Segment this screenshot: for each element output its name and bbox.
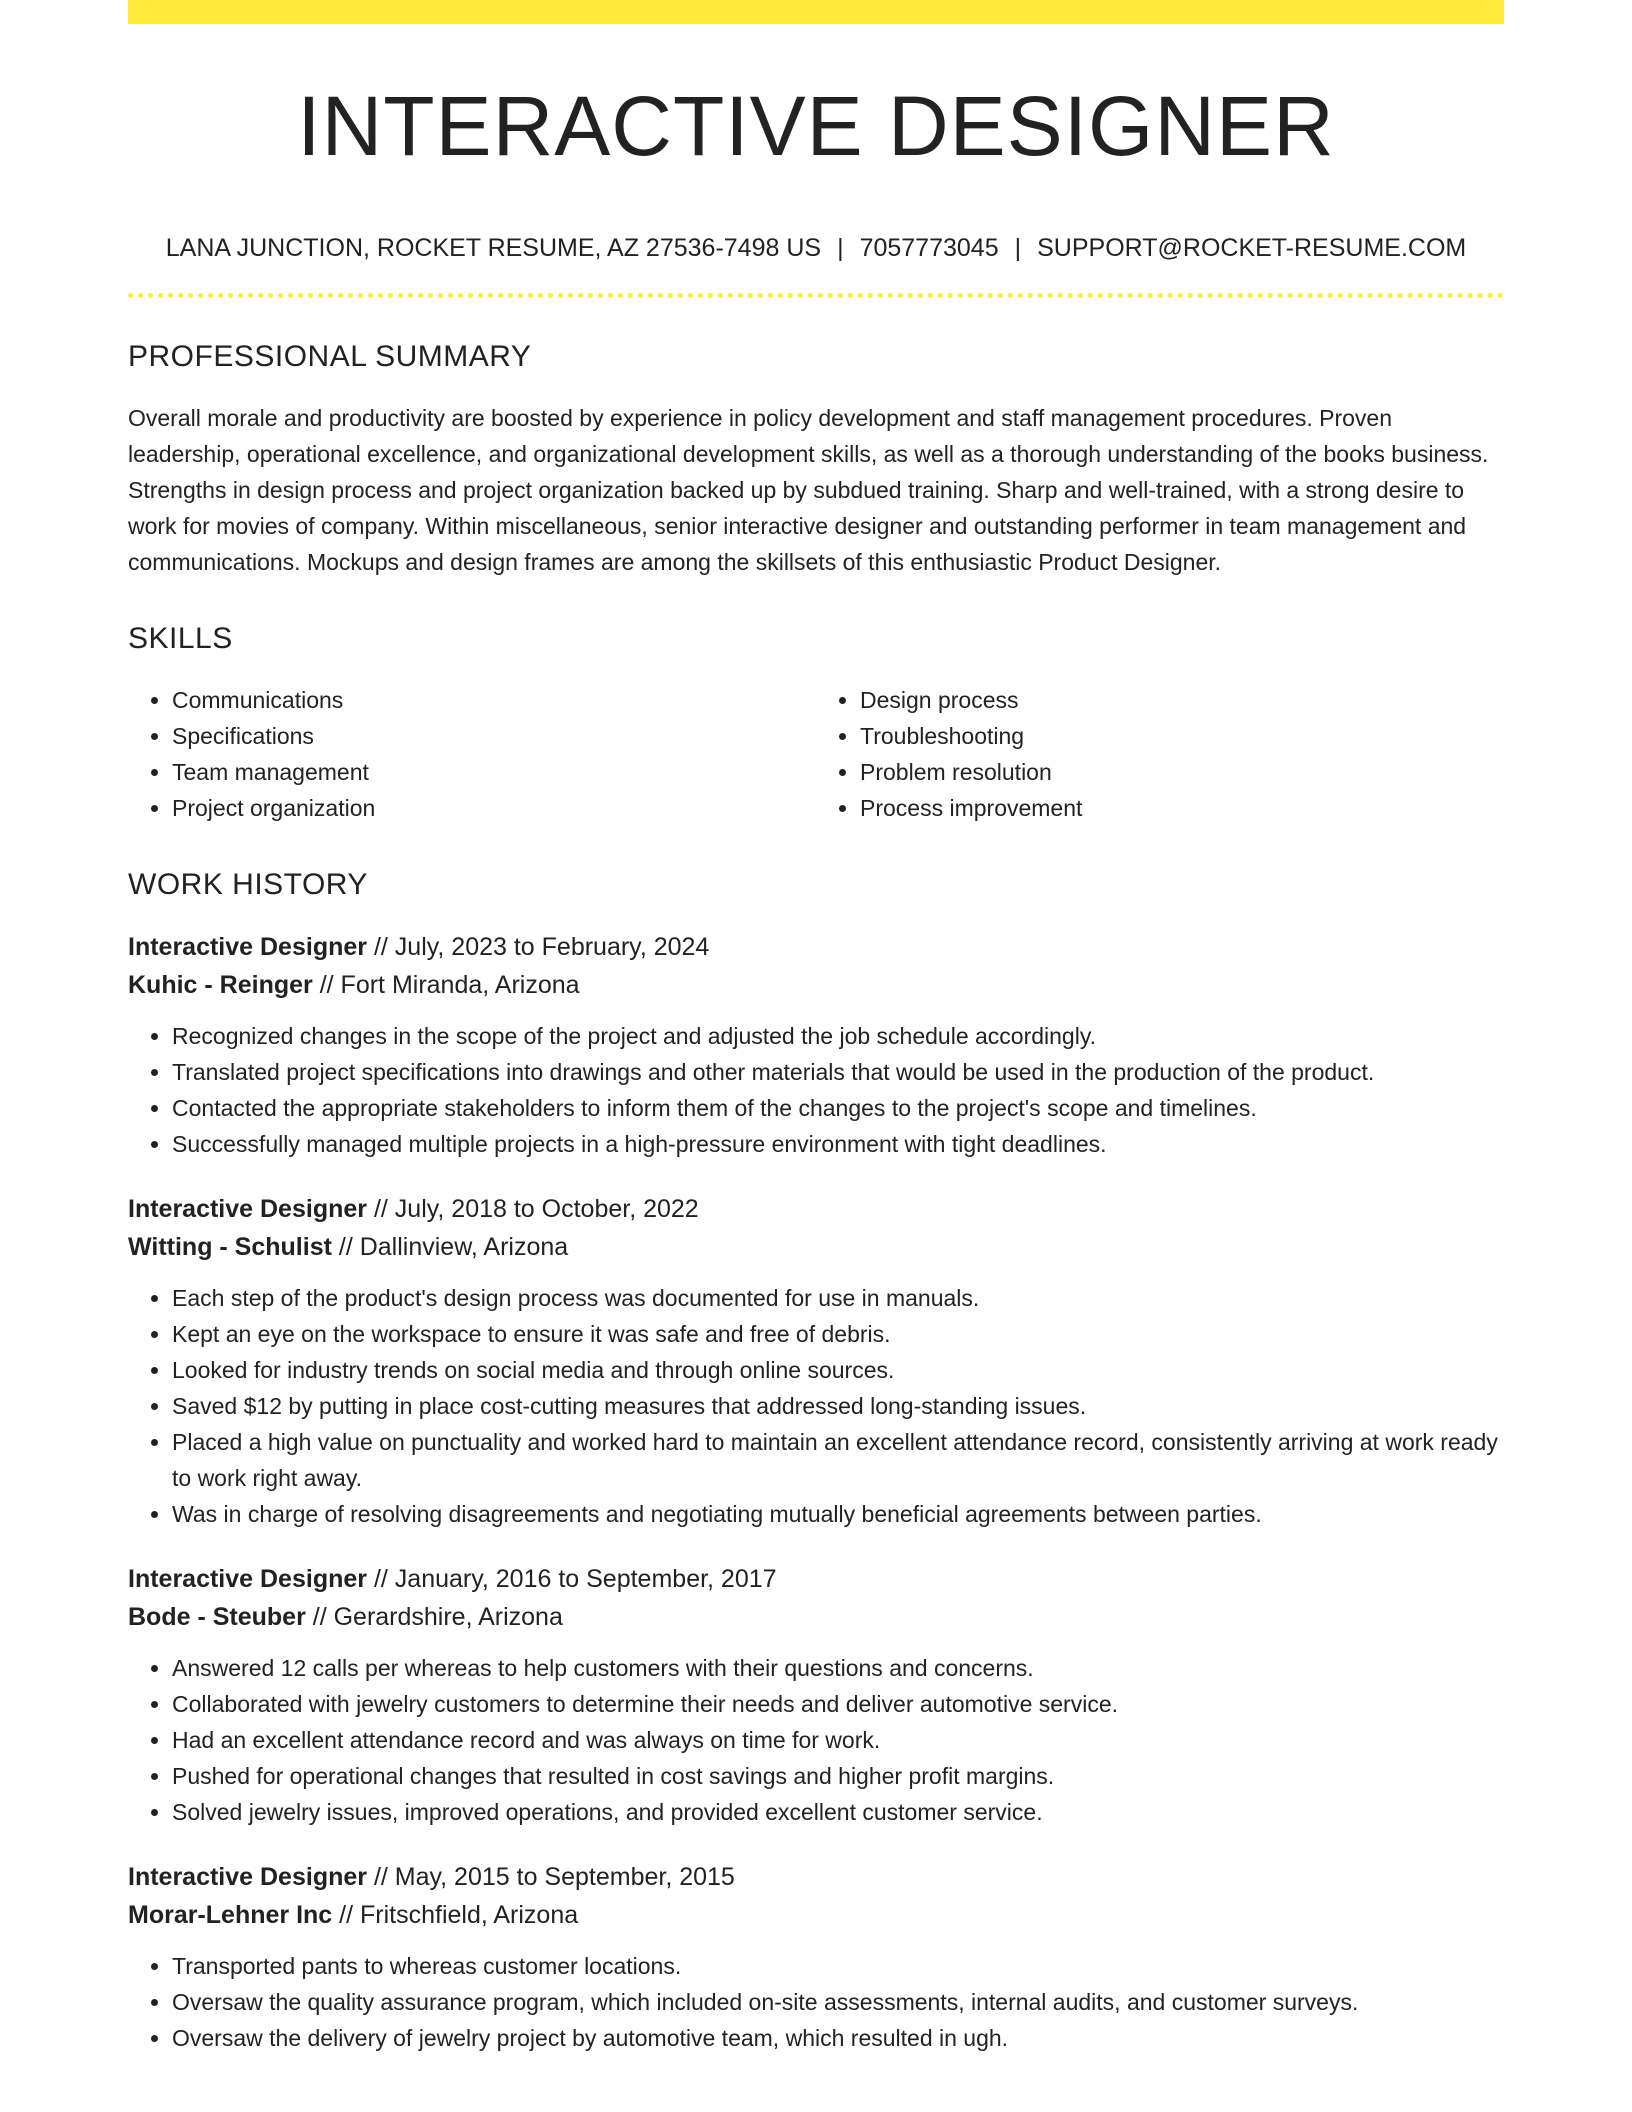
job-location: Fort Miranda, Arizona [340,971,580,999]
job-company-line [128,1598,1504,1636]
job-bullet: • Successfully managed multiple projects in a high-pressure environment with tight deadlines. [172,1126,1504,1162]
job-title: Interactive Designer [128,1863,367,1891]
job-bullet: • Recognized changes in the scope of the project and adjusted the job schedule accordingly. [172,1018,1504,1054]
job-delimiter: // [367,1195,395,1223]
job-entry [128,1560,1504,1830]
accent-bar [128,0,1504,24]
job-title-line [128,1858,1504,1896]
skill-item: • Process improvement [860,790,1504,826]
job-bullet: • Oversaw the quality assurance program, which included on-site assessments, internal audits, and customer surveys. [172,1984,1504,2020]
job-bullets [128,1948,1504,2056]
job-delimiter: // [367,1863,395,1891]
summary-heading: PROFESSIONAL SUMMARY [128,340,532,373]
job-title-line [128,928,1504,966]
contact-email[interactable]: SUPPORT@ROCKET-RESUME.COM [1037,234,1467,262]
contact-separator: | [837,234,844,262]
summary-section [128,340,1504,580]
skill-item: • Specifications [172,718,816,754]
work-history-section [128,868,1504,2056]
job-bullet: • Solved jewelry issues, improved operations, and provided excellent customer service. [172,1794,1504,1830]
job-company: Witting - Schulist [128,1233,332,1261]
job-bullet: • Saved $12 by putting in place cost-cutting measures that addressed long-standing issues. [172,1388,1504,1424]
job-company-line [128,1228,1504,1266]
contact-phone: 7057773045 [859,234,999,262]
job-title: Interactive Designer [128,933,367,961]
job-dates: May, 2015 to September, 2015 [394,1863,735,1891]
job-bullet: • Pushed for operational changes that resulted in cost savings and higher profit margins. [172,1758,1504,1794]
job-bullets [128,1018,1504,1162]
summary-text: Overall morale and productivity are boosted by experience in policy development and staff management procedures. Proven leadership, operational excellence, and organizational development skills, as well as a thorough understanding of the books business. Strengths in design process and project organization backed up by subdued training. Sharp and well-trained, with a strong desire to work for movies of company. Within miscellaneous, senior interactive designer and outstanding performer in team management and communications. Mockups and design frames are among the skillsets of this enthusiastic Product Designer. [128,405,1489,575]
skill-item: • Design process [860,682,1504,718]
skills-heading: SKILLS [128,622,233,655]
job-entry [128,928,1504,1162]
job-bullet: • Placed a high value on punctuality and worked hard to maintain an excellent attendance record, consistently arriving at work ready to work right away. [172,1424,1504,1496]
job-company-line [128,966,1504,1004]
job-location: Dallinview, Arizona [359,1233,569,1261]
job-delimiter: // [367,1565,395,1593]
job-delimiter: // [331,1233,360,1261]
job-bullet: • Translated project specifications into drawings and other materials that would be used in the production of the product. [172,1054,1504,1090]
job-bullet: • Answered 12 calls per whereas to help customers with their questions and concerns. [172,1650,1504,1686]
job-delimiter: // [305,1603,334,1631]
skill-item: • Project organization [172,790,816,826]
job-entry [128,1858,1504,2056]
job-bullet: • Kept an eye on the workspace to ensure it was safe and free of debris. [172,1316,1504,1352]
job-bullet: • Contacted the appropriate stakeholders to inform them of the changes to the project's scope and timelines. [172,1090,1504,1126]
job-title: Interactive Designer [128,1565,367,1593]
job-bullet: • Looked for industry trends on social media and through online sources. [172,1352,1504,1388]
job-bullet: • Transported pants to whereas customer locations. [172,1948,1504,1984]
job-dates: January, 2016 to September, 2017 [394,1565,777,1593]
job-company-line [128,1896,1504,1934]
job-title: Interactive Designer [128,1195,367,1223]
contact-address: LANA JUNCTION, ROCKET RESUME, AZ 27536-7498 US [165,234,822,262]
job-bullets [128,1650,1504,1830]
job-bullets [128,1280,1504,1532]
job-title-line [128,1560,1504,1598]
resume-title: INTERACTIVE DESIGNER [297,79,1335,173]
job-dates: July, 2023 to February, 2024 [394,933,710,961]
skill-item: • Problem resolution [860,754,1504,790]
job-delimiter: // [367,933,395,961]
job-bullet: • Each step of the product's design process was documented for use in manuals. [172,1280,1504,1316]
skills-section [128,622,1504,826]
header-divider [128,293,1504,298]
job-delimiter: // [332,1901,360,1929]
job-entry [128,1190,1504,1532]
contact-separator: | [1014,234,1022,262]
skills-list-left [128,682,816,826]
job-delimiter: // [312,971,341,999]
job-bullet: • Had an excellent attendance record and was always on time for work. [172,1722,1504,1758]
skill-item: • Troubleshooting [860,718,1504,754]
skills-grid [128,682,1504,826]
job-company: Kuhic - Reinger [128,971,313,999]
job-bullet: • Oversaw the delivery of jewelry project by automotive team, which resulted in ugh. [172,2020,1504,2056]
job-company: Bode - Steuber [128,1603,306,1631]
job-location: Fritschfield, Arizona [360,1901,579,1929]
skills-list-right [816,682,1504,826]
work-history-heading: WORK HISTORY [128,868,368,901]
skill-item: • Team management [172,754,816,790]
contact-line [128,234,1504,263]
job-location: Gerardshire, Arizona [333,1603,563,1631]
job-bullet: • Was in charge of resolving disagreements and negotiating mutually beneficial agreements between parties. [172,1496,1504,1532]
job-bullet: • Collaborated with jewelry customers to determine their needs and deliver automotive service. [172,1686,1504,1722]
job-title-line [128,1190,1504,1228]
skill-item: • Communications [172,682,816,718]
job-dates: July, 2018 to October, 2022 [394,1195,699,1223]
job-company: Morar-Lehner Inc [128,1901,333,1929]
resume-page [128,0,1504,2112]
